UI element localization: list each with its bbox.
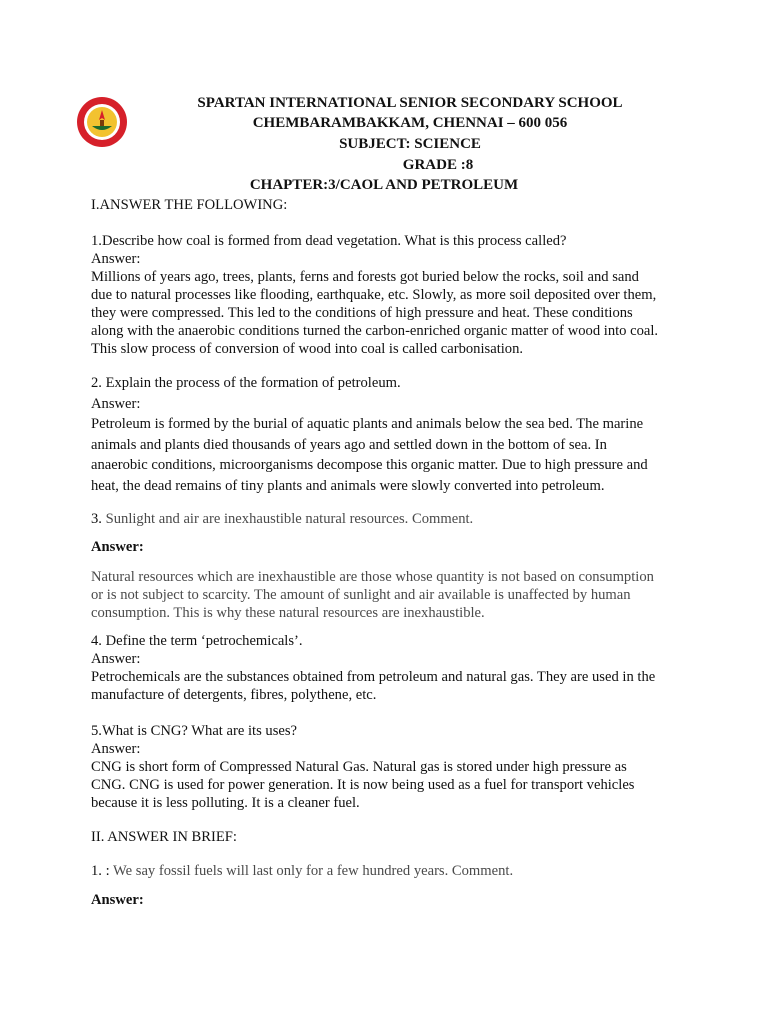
q5-answer-line: because it is less polluting. It is a cleaner fuel. <box>91 795 360 811</box>
q1-answer-label: Answer: <box>91 251 141 267</box>
q4-question: Define the term ‘petrochemicals’. <box>105 633 303 649</box>
question-4-block <box>91 632 681 704</box>
q5-answer-line: CNG. CNG is used for power generation. It is now being used as a fuel for transport vehicles <box>91 777 635 793</box>
section-2-title: II. ANSWER IN BRIEF: <box>91 829 237 845</box>
q3-answer <box>91 568 681 622</box>
q3-answer-line: consumption. This is why these natural resources are inexhaustible. <box>91 605 485 621</box>
q1-answer-line: This slow process of conversion of wood into coal is called carbonisation. <box>91 341 524 357</box>
q5-question: 5.What is CNG? What are its uses? <box>91 723 298 739</box>
school-logo <box>76 96 128 148</box>
grade-line: GRADE :8 <box>402 157 474 173</box>
subject-line: SUBJECT: SCIENCE <box>339 136 481 152</box>
q3-number: 3. <box>91 511 102 527</box>
q2-answer-line: heat, the dead remains of tiny plants and animals were slowly converted into petroleum. <box>91 477 605 494</box>
question-5-block <box>91 722 681 812</box>
q4-answer-label: Answer: <box>91 651 141 667</box>
school-address: CHEMBARAMBAKKAM, CHENNAI – 600 056 <box>252 115 568 131</box>
q1-answer-line: along with the anaerobic conditions turned the carbon-enriched organic matter of wood into coal. <box>91 323 659 339</box>
section-1 <box>91 196 681 358</box>
q2-answer-line: Petroleum is formed by the burial of aquatic plants and animals below the sea bed. The marine <box>91 416 644 433</box>
q3-question: Sunlight and air are inexhaustible natural resources. Comment. <box>105 511 474 527</box>
s2-q1-question: We say fossil fuels will last only for a few hundred years. Comment. <box>113 863 514 879</box>
school-name: SPARTAN INTERNATIONAL SENIOR SECONDARY SCHOOL <box>197 95 623 111</box>
chapter-line: CHAPTER:3/CAOL AND PETROLEUM <box>249 177 519 193</box>
q2-answer-line: anaerobic conditions, microorganisms decompose this organic matter. Due to high pressure and <box>91 457 648 474</box>
section-1-title: I.ANSWER THE FOLLOWING: <box>91 197 288 213</box>
q1-question: 1.Describe how coal is formed from dead vegetation. What is this process called? <box>91 233 567 249</box>
q4-number: 4. <box>91 633 102 649</box>
q1-answer-line: they were compressed. This led to the conditions of high pressure and heat. These conditions <box>91 305 633 321</box>
q3-answer-line: or is not subject to scarcity. The amount of sunlight and air available is unaffected by human <box>91 587 631 603</box>
q4-answer-line: manufacture of detergents, fibres, polythene, etc. <box>91 687 377 703</box>
s2-q1-answer-label: Answer: <box>91 892 144 908</box>
q2-answer-label: Answer: <box>91 395 141 412</box>
question-2-block <box>91 373 681 497</box>
s2-q1-number: 1. : <box>91 863 110 879</box>
q5-answer-line: CNG is short form of Compressed Natural Gas. Natural gas is stored under high pressure as <box>91 759 627 775</box>
q1-answer-line: due to natural processes like flooding, earthquake, etc. Slowly, as more soil deposited over them, <box>91 287 657 303</box>
q4-answer-line: Petrochemicals are the substances obtained from petroleum and natural gas. They are used in the <box>91 669 656 685</box>
q2-answer-line: animals and plants died thousands of years ago and settled down in the bottom of sea. In <box>91 436 607 453</box>
q3-answer-line: Natural resources which are inexhaustible are those whose quantity is not based on consumption <box>91 569 654 585</box>
q3-answer-label: Answer: <box>91 539 144 555</box>
q5-answer-label: Answer: <box>91 741 141 757</box>
q2-question: 2. Explain the process of the formation of petroleum. <box>91 375 401 391</box>
q1-answer-line: Millions of years ago, trees, plants, ferns and forests got buried below the rocks, soil and sand <box>91 269 639 285</box>
section-2-question-1 <box>91 863 513 880</box>
question-3 <box>91 510 681 528</box>
